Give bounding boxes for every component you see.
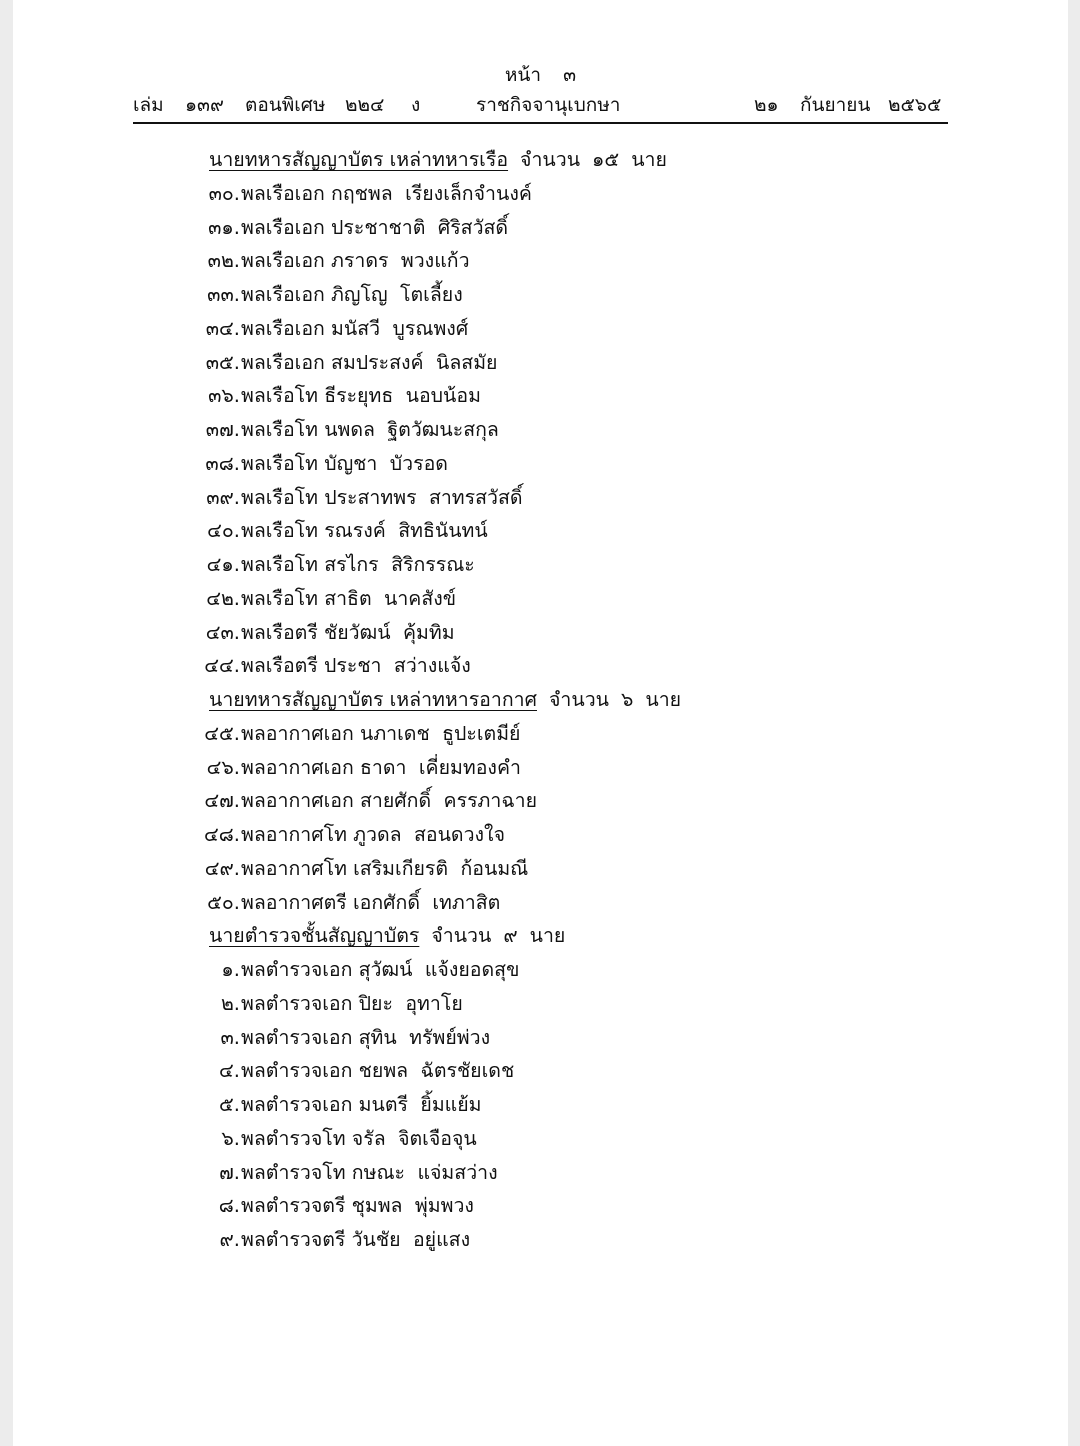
- person-rank: พลอากาศเอก: [241, 789, 354, 813]
- person-name: [241, 987, 463, 1021]
- person-first-name: เสริมเกียรติ: [353, 856, 449, 880]
- person-rank: พลเรือเอก: [241, 283, 325, 306]
- person-name: [241, 852, 528, 886]
- page-number: ๓: [563, 64, 577, 86]
- list-item: [13, 278, 1068, 312]
- person-last-name: สิริกรรณะ: [391, 553, 475, 576]
- list-item: [13, 1156, 1068, 1190]
- list-item: [13, 211, 1068, 245]
- section-title: นายทหารสัญญาบัตร เหล่าทหารเรือ: [209, 148, 509, 171]
- person-first-name: ธีระยุทธ: [324, 384, 394, 408]
- person-rank: พลเรือโท: [241, 451, 318, 475]
- person-first-name: นพดล: [324, 418, 375, 441]
- person-rank: พลตำรวจตรี: [241, 1228, 346, 1251]
- person-name: [241, 818, 505, 852]
- person-rank: พลเรือโท: [241, 553, 318, 576]
- person-rank: พลเรือเอก: [241, 350, 325, 374]
- list-item: [13, 818, 1068, 852]
- person-last-name: สิทธินันทน์: [398, 519, 488, 543]
- list-item: [13, 784, 1068, 818]
- person-last-name: ฉัตรชัยเดช: [420, 1059, 515, 1083]
- section-count-label: จำนวน: [431, 924, 492, 948]
- item-number: ๔.: [219, 1059, 240, 1083]
- issue-label: ตอนพิเศษ: [245, 94, 326, 116]
- list-item: [13, 1088, 1068, 1122]
- person-last-name: บัวรอด: [389, 451, 448, 475]
- person-last-name: สอนดวงใจ: [413, 823, 505, 846]
- person-first-name: ประชา: [324, 654, 382, 678]
- person-first-name: ชยพล: [358, 1059, 409, 1083]
- item-number: ๔๗.: [204, 789, 240, 813]
- list-item: [13, 717, 1068, 751]
- list-item: [13, 379, 1068, 413]
- person-first-name: กฤชพล: [331, 181, 393, 205]
- person-rank: พลตำรวจโท: [241, 1126, 346, 1150]
- item-number: ๓๕.: [205, 350, 240, 374]
- person-name: [241, 1122, 477, 1156]
- list-item: [13, 312, 1068, 346]
- person-rank: พลเรือโท: [241, 586, 318, 610]
- date-day: ๒๑: [754, 94, 779, 116]
- volume-label: เล่ม: [133, 94, 164, 116]
- person-first-name: สรไกร: [324, 553, 379, 576]
- person-name: [241, 379, 481, 413]
- person-name: [241, 582, 456, 616]
- person-last-name: อยู่แสง: [412, 1228, 471, 1251]
- person-rank: พลเรือเอก: [241, 316, 325, 340]
- person-first-name: ประสาทพร: [324, 485, 417, 509]
- person-rank: พลเรือโท: [241, 418, 318, 441]
- person-last-name: ก้อนมณี: [460, 856, 529, 880]
- person-rank: พลตำรวจตรี: [241, 1194, 346, 1218]
- person-first-name: ชุมพล: [351, 1194, 403, 1218]
- person-first-name: สาธิต: [324, 586, 372, 610]
- list-item: [13, 346, 1068, 380]
- list-item: [13, 1021, 1068, 1055]
- list-item: [13, 751, 1068, 785]
- item-number: ๔๖.: [206, 755, 240, 779]
- person-last-name: อุทาโย: [405, 991, 463, 1015]
- item-number: ๗.: [219, 1160, 240, 1184]
- person-name: [241, 751, 521, 785]
- appointee-list: [13, 143, 1068, 1257]
- person-rank: พลอากาศโท: [241, 823, 347, 846]
- person-last-name: จิตเจือจุน: [398, 1126, 477, 1150]
- page-number-header: [13, 60, 1068, 90]
- list-item: [13, 616, 1068, 650]
- item-number: ๖.: [221, 1126, 240, 1150]
- person-last-name: นิลสมัย: [436, 350, 498, 374]
- section-heading: [13, 919, 1068, 953]
- person-name: [241, 649, 471, 683]
- person-first-name: ธาดา: [360, 755, 407, 779]
- person-name: [241, 616, 455, 650]
- list-item: [13, 177, 1068, 211]
- person-last-name: นาคสังข์: [384, 586, 457, 610]
- section-count-label: จำนวน: [520, 148, 581, 171]
- person-first-name: นภาเดช: [360, 721, 430, 745]
- item-number: ๓๖.: [208, 384, 240, 408]
- person-first-name: สมประสงค์: [331, 350, 424, 374]
- section-heading: [13, 683, 1068, 717]
- person-last-name: พุ่มพวง: [414, 1194, 474, 1218]
- person-first-name: ปิยะ: [358, 991, 393, 1015]
- item-number: ๔๘.: [203, 823, 240, 846]
- volume-number: ๑๓๙: [185, 94, 224, 116]
- person-rank: พลเรือโท: [241, 384, 318, 408]
- item-number: ๓๑.: [208, 215, 240, 239]
- person-rank: พลเรือเอก: [241, 181, 325, 205]
- person-first-name: ภราดร: [331, 249, 389, 273]
- list-item: [13, 481, 1068, 515]
- list-item: [13, 244, 1068, 278]
- item-number: ๒.: [220, 991, 240, 1015]
- person-last-name: ฐิตวัฒนะสกุล: [387, 418, 499, 441]
- person-name: [241, 413, 499, 447]
- gazette-header: [133, 90, 948, 124]
- person-last-name: ยิ้มแย้ม: [420, 1093, 482, 1116]
- item-number: ๓๔.: [205, 316, 240, 340]
- person-last-name: ทรัพย์พ่วง: [409, 1025, 491, 1049]
- list-item: [13, 987, 1068, 1021]
- person-name: [241, 447, 448, 481]
- person-first-name: เอกศักดิ์: [352, 890, 420, 914]
- item-number: ๔๑.: [206, 553, 240, 576]
- person-rank: พลตำรวจเอก: [241, 958, 353, 981]
- person-first-name: กษณะ: [351, 1160, 406, 1184]
- person-name: [241, 244, 470, 278]
- person-name: [241, 177, 532, 211]
- list-item: [13, 548, 1068, 582]
- person-last-name: ธูปะเตมีย์: [442, 721, 521, 745]
- person-first-name: รณรงค์: [324, 519, 386, 543]
- person-first-name: ภูวดล: [353, 823, 402, 846]
- item-number: ๕.: [219, 1093, 240, 1116]
- person-first-name: มนัสวี: [331, 316, 381, 340]
- person-first-name: บัญชา: [324, 451, 378, 475]
- person-first-name: มนตรี: [358, 1093, 408, 1116]
- document-page: [13, 0, 1068, 1446]
- section-heading-text: [209, 683, 681, 717]
- issue-letter: ง: [411, 94, 421, 116]
- item-number: ๓๐.: [208, 181, 240, 205]
- person-name: [241, 1156, 498, 1190]
- person-rank: พลเรือโท: [241, 519, 318, 543]
- section-count: ๑๕: [592, 148, 620, 171]
- person-last-name: คุ้มทิม: [402, 620, 455, 644]
- item-number: ๓๙.: [206, 485, 240, 509]
- list-item: [13, 1054, 1068, 1088]
- item-number: ๓๘.: [205, 451, 240, 475]
- person-rank: พลตำรวจเอก: [241, 1093, 353, 1116]
- list-item: [13, 1223, 1068, 1257]
- person-last-name: พวงแก้ว: [400, 249, 470, 273]
- person-rank: พลเรือเอก: [241, 215, 325, 239]
- person-name: [241, 886, 500, 920]
- person-rank: พลตำรวจโท: [241, 1160, 346, 1184]
- list-item: [13, 514, 1068, 548]
- date-month: กันยายน: [800, 94, 871, 116]
- section-unit: นาย: [529, 924, 566, 948]
- person-last-name: สว่างแจ้ง: [393, 654, 471, 678]
- person-rank: พลเรือโท: [241, 485, 318, 509]
- item-number: ๕๐.: [207, 890, 240, 914]
- issue-number: ๒๒๔: [345, 94, 385, 116]
- item-number: ๘.: [218, 1194, 240, 1218]
- person-name: [241, 1021, 490, 1055]
- person-last-name: แจ่มสว่าง: [417, 1160, 498, 1184]
- section-heading-text: [209, 143, 667, 177]
- person-name: [241, 953, 519, 987]
- person-name: [241, 346, 497, 380]
- person-rank: พลเรือตรี: [241, 620, 318, 644]
- person-rank: พลตำรวจเอก: [241, 1059, 353, 1083]
- person-name: [241, 211, 508, 245]
- item-number: ๔๒.: [206, 586, 240, 610]
- person-last-name: นอบน้อม: [405, 384, 481, 408]
- person-first-name: สุทิน: [358, 1025, 397, 1049]
- item-number: ๔๕.: [204, 721, 240, 745]
- person-last-name: เรียงเล็กจำนงค์: [405, 181, 532, 205]
- person-last-name: บูรณพงศ์: [392, 316, 469, 340]
- person-last-name: ครรภาฉาย: [443, 789, 538, 813]
- publication-name: ราชกิจจานุเบกษา: [476, 94, 621, 116]
- list-item: [13, 413, 1068, 447]
- page-label: หน้า: [504, 64, 542, 86]
- person-last-name: ศิริสวัสดิ์: [437, 215, 509, 239]
- item-number: ๓.: [220, 1025, 240, 1049]
- list-item: [13, 852, 1068, 886]
- item-number: ๓๒.: [207, 249, 240, 273]
- person-name: [241, 1088, 482, 1122]
- person-rank: พลอากาศเอก: [241, 755, 354, 779]
- person-first-name: สุวัฒน์: [358, 958, 413, 981]
- person-name: [241, 481, 523, 515]
- person-rank: พลตำรวจเอก: [241, 1025, 353, 1049]
- item-number: ๔๙.: [204, 856, 240, 880]
- person-name: [241, 717, 520, 751]
- person-first-name: วันชัย: [351, 1228, 401, 1251]
- item-number: ๓๗.: [205, 418, 240, 441]
- list-item: [13, 649, 1068, 683]
- person-name: [241, 784, 537, 818]
- person-name: [241, 278, 463, 312]
- person-last-name: แจ้งยอดสุข: [424, 958, 520, 981]
- person-rank: พลอากาศตรี: [241, 890, 347, 914]
- section-unit: นาย: [631, 148, 667, 171]
- person-name: [241, 514, 488, 548]
- section-count: ๖: [620, 688, 634, 711]
- list-item: [13, 447, 1068, 481]
- item-number: ๔๓.: [205, 620, 240, 644]
- list-item: [13, 1189, 1068, 1223]
- section-title: นายทหารสัญญาบัตร เหล่าทหารอากาศ: [209, 688, 537, 711]
- item-number: ๔๔.: [204, 654, 240, 678]
- person-rank: พลเรือเอก: [241, 249, 325, 273]
- person-first-name: จรัล: [351, 1126, 386, 1150]
- section-count: ๙: [503, 924, 518, 948]
- date-year: ๒๕๖๕: [888, 94, 942, 116]
- section-heading: [13, 143, 1068, 177]
- person-name: [241, 1189, 474, 1223]
- item-number: ๙.: [219, 1228, 240, 1251]
- person-first-name: ภิญโญ: [331, 283, 388, 306]
- person-name: [241, 1223, 470, 1257]
- list-item: [13, 1122, 1068, 1156]
- person-name: [241, 1054, 514, 1088]
- person-rank: พลอากาศเอก: [241, 721, 354, 745]
- list-item: [13, 953, 1068, 987]
- section-unit: นาย: [645, 688, 682, 711]
- person-first-name: ชัยวัฒน์: [324, 620, 391, 644]
- person-first-name: สายศักดิ์: [360, 789, 432, 813]
- section-count-label: จำนวน: [548, 688, 609, 711]
- list-item: [13, 886, 1068, 920]
- item-number: ๔๐.: [207, 519, 240, 543]
- person-rank: พลตำรวจเอก: [241, 991, 353, 1015]
- item-number: ๑.: [221, 958, 240, 981]
- person-name: [241, 548, 475, 582]
- person-rank: พลเรือตรี: [241, 654, 318, 678]
- person-rank: พลอากาศโท: [241, 856, 347, 880]
- person-first-name: ประชาชาติ: [331, 215, 426, 239]
- section-heading-text: [209, 919, 565, 953]
- person-name: [241, 312, 468, 346]
- list-item: [13, 582, 1068, 616]
- person-last-name: เทภาสิต: [432, 890, 501, 914]
- item-number: ๓๓.: [207, 283, 240, 306]
- person-last-name: สาทรสวัสดิ์: [428, 485, 523, 509]
- person-last-name: โตเลี้ยง: [400, 283, 463, 306]
- person-last-name: เคี่ยมทองคำ: [418, 755, 521, 779]
- section-title: นายตำรวจชั้นสัญญาบัตร: [209, 924, 420, 948]
